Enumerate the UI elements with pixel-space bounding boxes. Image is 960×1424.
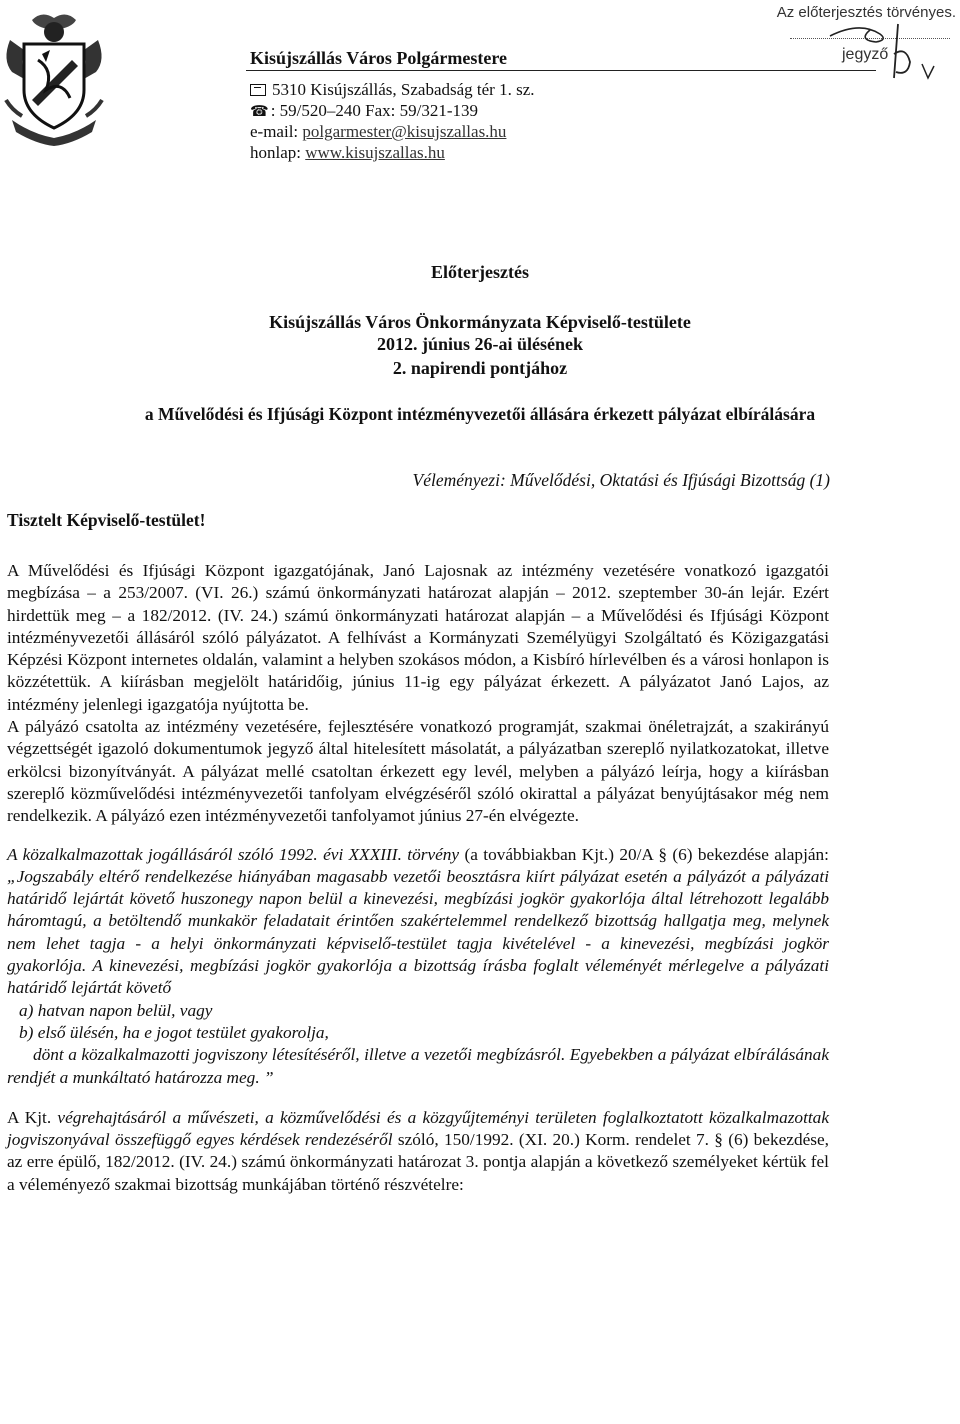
notary-label: jegyző xyxy=(842,46,889,63)
email-link[interactable]: polgarmester@kisujszallas.hu xyxy=(302,122,507,141)
website-link[interactable]: www.kisujszallas.hu xyxy=(305,143,445,162)
website-label: honlap: xyxy=(250,143,306,162)
agenda-item: 2. napirendi pontjához xyxy=(392,358,568,378)
document-type: Előterjesztés xyxy=(431,262,529,282)
p4-lead: A Kjt. xyxy=(7,1107,58,1127)
salutation: Tisztelt Képviselő-testület! xyxy=(7,510,206,530)
website-line xyxy=(250,143,445,163)
address-text: 5310 Kisújszállás, Szabadság tér 1. sz. xyxy=(272,80,535,99)
body-text xyxy=(7,560,829,1196)
mail-icon xyxy=(250,84,266,96)
legality-note: Az előterjesztés törvényes. xyxy=(776,4,956,21)
list-item-b: b) első ülésén, ha e jogot testület gyakorolja, xyxy=(19,1022,329,1042)
addressee-body: Kisújszállás Város Önkormányzata Képviselő-testülete xyxy=(269,312,691,332)
law-title: A közalkalmazottak jogállásáról szóló 1992. évi XXXIII. törvény xyxy=(7,844,460,864)
meeting-date: 2012. június 26-ai ülésének xyxy=(376,334,584,354)
email-label: e-mail: xyxy=(250,122,303,141)
phone-line xyxy=(250,101,478,122)
list-item-a: a) hatvan napon belül, vagy xyxy=(19,1000,213,1020)
letterhead-title: Kisújszállás Város Polgármestere xyxy=(250,48,507,68)
quote-tail xyxy=(7,1044,829,1089)
paragraph-2: A pályázó csatolta az intézmény vezetésére, fejlesztésére vonatkozó programját, szakmai önéletrajzát, a szakirányú végzettségét igazoló dokumentumok jegyző által hitelesített másolatát, a pályázatban szereplő nyilatkozatokat, illetve erkölcsi bizonyítványát. A pályázat mellé csatoltan érkezett egy levél, melyben a pályázó leírja, hogy a kiírásban szereplő közművelődési intézményvezetői tanfolyam elvégzéséről szóló okirattal a pályázat benyújtásakor még nem rendelkezik. A pályázó ezen intézményvezetői tanfolyamot június 27-én elvégezte. xyxy=(7,717,829,826)
handwritten-signature xyxy=(810,6,960,86)
coat-of-arms xyxy=(2,10,106,148)
phone-icon: ☎ xyxy=(250,104,269,120)
law-reference: (a továbbiakban Kjt.) 20/A § (6) bekezdése alapján: xyxy=(459,844,829,864)
opinion-line: Véleményezi: Művelődési, Oktatási és Ifjúsági Bizottság (1) xyxy=(412,470,830,490)
subject-line: a Művelődési és Ifjúsági Központ intézményvezetői állására érkezett pályázat elbírálására xyxy=(144,404,816,424)
p4-rest: szóló, 150/1992. (XI. 20.) Korm. rendelet 7. § (6) bekezdése, az erre épülő, 182/2012. (IV. 24.) számú önkormányzati határozat 3. pontja alapján a következő személyeket kértük fel a véleményező szakmai bizottság munkájában történő részvételre: xyxy=(7,1130,829,1194)
address-line xyxy=(250,80,535,100)
paragraph-1: A Művelődési és Ifjúsági Központ igazgatójának, Janó Lajosnak az intézmény vezetésére vonatkozó igazgatói megbízása – a 253/2007. (VI. 26.) számú önkormányzati határozat alapján – 2012. szeptember 30-án lejár. Ezért hirdettük meg – a 182/2012. (IV. 24.) számú önkormányzati határozat alapján – a Művelődési és Ifjúsági Központ intézményvezetői állásáról szóló pályázatot. A felhívást a Kormányzati Személyügyi Szolgáltató és Közigazgatási Képzési Központ internetes oldalán, valamint a helyben szokásos módon, a Kisbíró hírlevélben és a városi honlapon is közzétettük. A kiírásban megjelölt határidőig, június 11-ig egy pályázat érkezett. A pályázatot Janó Lajos, az intézmény jelenlegi igazgatója nyújtotta be. xyxy=(7,561,829,714)
paragraph-4 xyxy=(7,1107,829,1196)
quote-tail-text: dönt a közalkalmazotti jogviszony létesítéséről, illetve a vezetői megbízásról. Egyebekben a pályázat elbírálásának rendjét a munkáltató határozza meg. ” xyxy=(7,1045,829,1087)
email-line xyxy=(250,122,506,142)
paragraph-3 xyxy=(7,844,829,1000)
phone-text: : 59/520–240 Fax: 59/321-139 xyxy=(270,101,478,120)
p4-decree-title: végrehajtásáról a művészeti, a közművelődési és a közgyűjteményi területen foglalkoztatott közalkalmazottak jogviszonyával összefüggő egyes kérdések rendezéséről xyxy=(7,1107,829,1150)
letterhead-divider xyxy=(246,70,876,71)
law-quote: „Jogszabály eltérő rendelkezése hiányában magasabb vezetői beosztásra kiírt pályázat esetén a pályázót a pályázati határidő lejártát követő huszonegy napon belül a kinevezési, megbízási jogkör gyakorlója által létrehozott legalább háromtagú, a betöltendő munkakör feladatait érintően szakértelemmel rendelkező bizottság hallgatja meg, melynek nem lehet tagja - a helyi önkormányzati képviselő-testület tagja kivételével - a kinevezési, megbízási jogkör gyakorlója. A kinevezési, megbízási jogkör gyakorlója a bizottság írásba foglalt véleményét mérlegelve a pályázati határidő lejártát követő xyxy=(7,866,829,998)
